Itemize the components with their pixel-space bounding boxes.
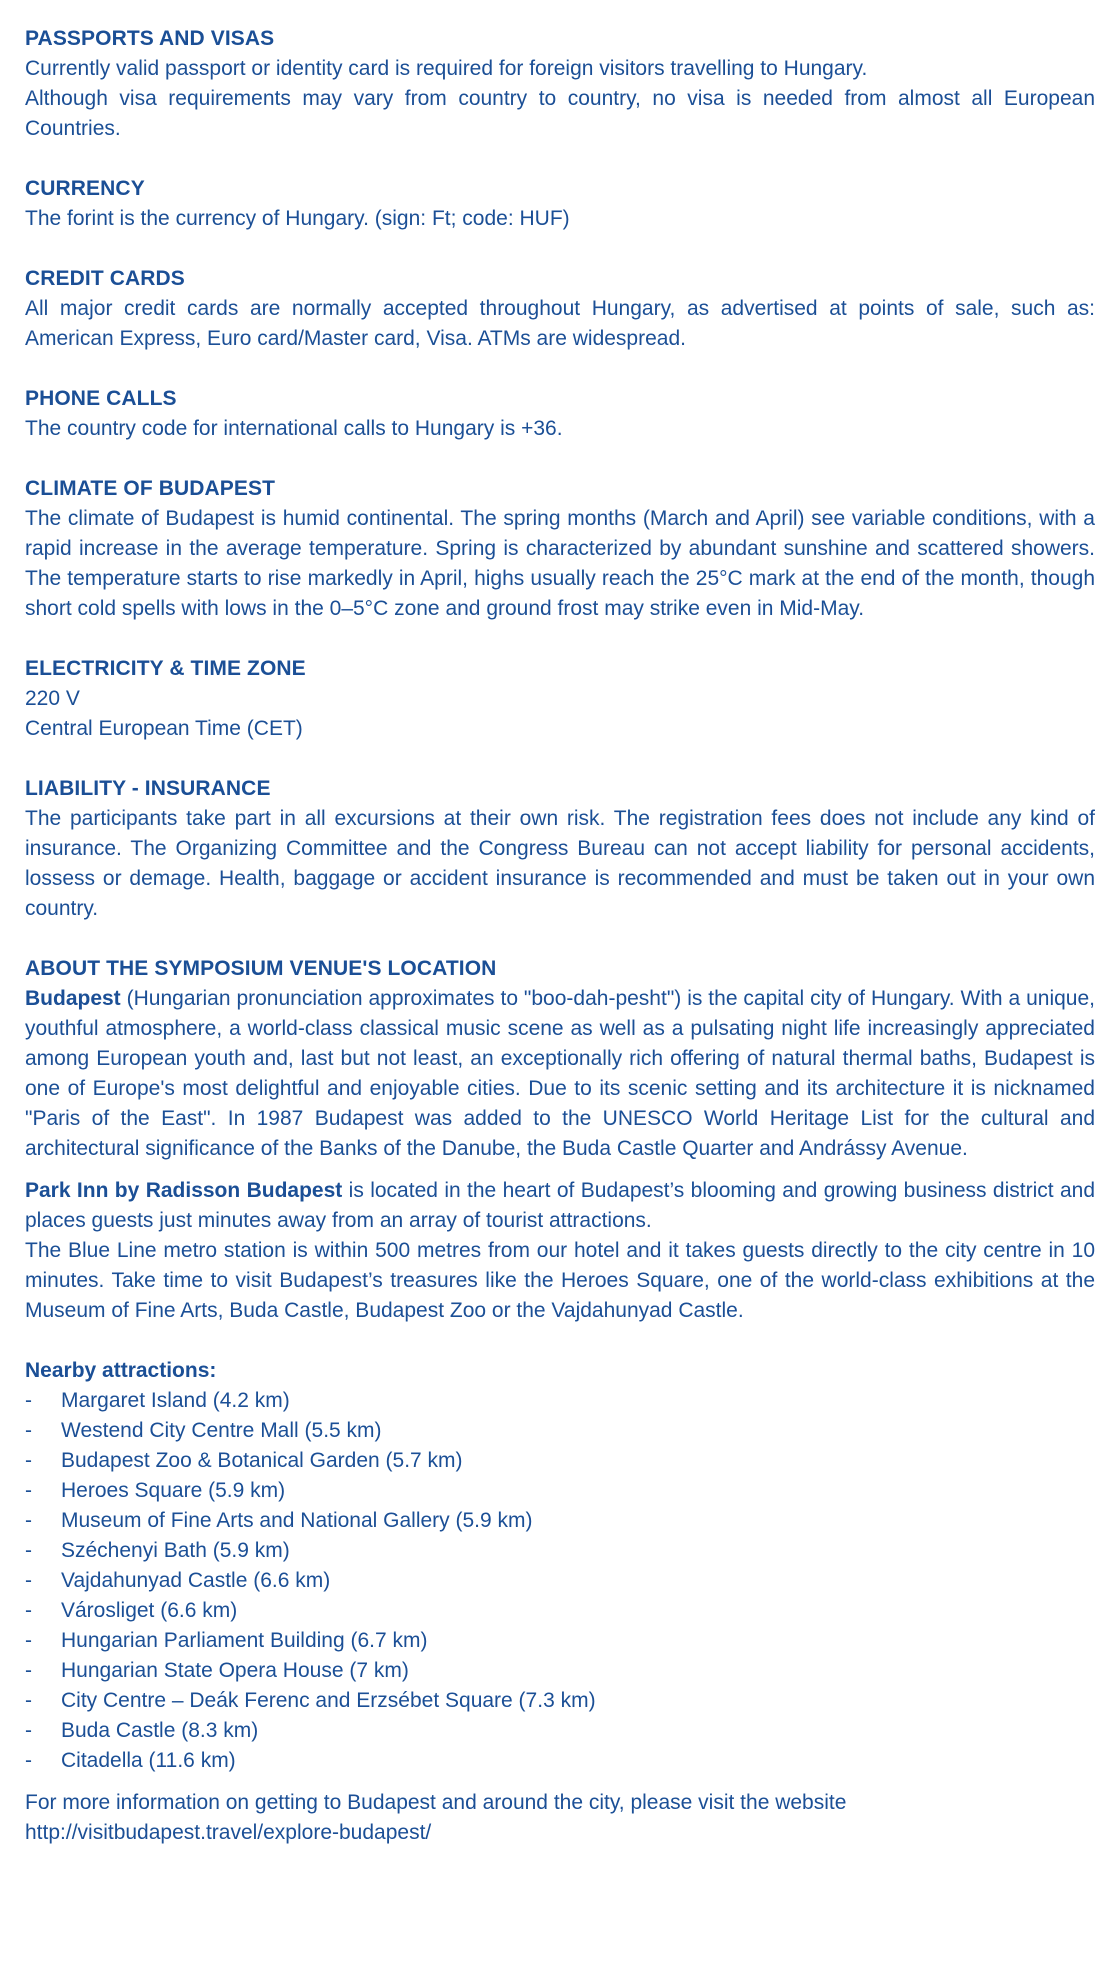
list-item-label: Buda Castle (8.3 km)	[61, 1719, 259, 1742]
liability-section	[25, 774, 1095, 924]
electricity-section	[25, 654, 1095, 744]
electricity-heading: ELECTRICITY & TIME ZONE	[25, 657, 306, 680]
credit-cards-heading: CREDIT CARDS	[25, 267, 185, 290]
passports-line-1: Currently valid passport or identity card is required for foreign visitors travelling to Hungary.	[25, 57, 868, 80]
nearby-section	[25, 1356, 1095, 1776]
list-item	[25, 1416, 1095, 1446]
footer	[25, 1788, 1095, 1848]
credit-cards-section	[25, 264, 1095, 354]
electricity-voltage: 220 V	[25, 687, 80, 710]
list-bullet: -	[25, 1539, 32, 1562]
list-item-label: City Centre – Deák Ferenc and Erzsébet Square (7.3 km)	[61, 1689, 596, 1712]
passports-section	[25, 24, 1095, 144]
phone-section	[25, 384, 1095, 444]
venue-heading: ABOUT THE SYMPOSIUM VENUE'S LOCATION	[25, 957, 497, 980]
climate-heading: CLIMATE OF BUDAPEST	[25, 477, 276, 500]
currency-section	[25, 174, 1095, 234]
list-item	[25, 1716, 1095, 1746]
venue-hotel-text: is located in the heart of Budapest’s blooming and growing business district and places guests just minutes away from an array of tourist attractions.	[25, 1179, 1095, 1232]
list-bullet: -	[25, 1419, 32, 1442]
list-item-label: Hungarian Parliament Building (6.7 km)	[61, 1629, 428, 1652]
list-bullet: -	[25, 1599, 32, 1622]
list-bullet: -	[25, 1659, 32, 1682]
list-bullet: -	[25, 1719, 32, 1742]
list-item-label: Városliget (6.6 km)	[61, 1599, 238, 1622]
list-item	[25, 1536, 1095, 1566]
venue-budapest-name: Budapest	[25, 987, 121, 1010]
list-item	[25, 1386, 1095, 1416]
passports-line-2: Although visa requirements may vary from country to country, no visa is needed from almost all European Countries.	[25, 87, 1095, 140]
list-item-label: Heroes Square (5.9 km)	[61, 1479, 286, 1502]
phone-heading: PHONE CALLS	[25, 387, 177, 410]
list-bullet: -	[25, 1629, 32, 1652]
list-item-label: Citadella (11.6 km)	[61, 1749, 236, 1772]
phone-text: The country code for international calls to Hungary is +36.	[25, 417, 563, 440]
list-item	[25, 1596, 1095, 1626]
venue-section	[25, 954, 1095, 1326]
list-bullet: -	[25, 1479, 32, 1502]
list-item-label: Westend City Centre Mall (5.5 km)	[61, 1419, 382, 1442]
list-item	[25, 1746, 1095, 1776]
currency-text: The forint is the currency of Hungary. (sign: Ft; code: HUF)	[25, 207, 570, 230]
climate-section	[25, 474, 1095, 624]
venue-budapest-text: (Hungarian pronunciation approximates to "boo-dah-pesht") is the capital city of Hungary. With a unique, youthful atmosphere, a world-class classical music scene as well as a pulsating night life increasingly appreciated among European youth and, last but not least, an exceptionally rich offering of natural thermal baths, Budapest is one of Europe's most delightful and enjoyable cities. Due to its scenic setting and its architecture it is nicknamed "Paris of the East". In 1987 Budapest was added to the UNESCO World Heritage List for the cultural and architectural significance of the Banks of the Danube, the Buda Castle Quarter and Andrássy Avenue.	[25, 987, 1095, 1160]
list-item-label: Museum of Fine Arts and National Gallery (5.9 km)	[61, 1509, 533, 1532]
list-bullet: -	[25, 1569, 32, 1592]
list-bullet: -	[25, 1749, 32, 1772]
venue-metro-paragraph: The Blue Line metro station is within 500 metres from our hotel and it takes guests directly to the city centre in 10 minutes. Take time to visit Budapest’s treasures like the Heroes Square, one of the world-class exhibitions at the Museum of Fine Arts, Buda Castle, Budapest Zoo or the Vajdahunyad Castle.	[25, 1239, 1095, 1322]
list-bullet: -	[25, 1389, 32, 1412]
list-bullet: -	[25, 1689, 32, 1712]
attractions-list	[25, 1386, 1095, 1776]
liability-text: The participants take part in all excursions at their own risk. The registration fees does not include any kind of insurance. The Organizing Committee and the Congress Bureau can not accept liability for personal accidents, lossess or demage. Health, baggage or accident insurance is recommended and must be taken out in your own country.	[25, 807, 1095, 920]
credit-cards-text: All major credit cards are normally accepted throughout Hungary, as advertised at points of sale, such as: American Express, Euro card/Master card, Visa. ATMs are widespread.	[25, 297, 1095, 350]
list-bullet: -	[25, 1509, 32, 1532]
venue-budapest-paragraph	[25, 984, 1095, 1164]
currency-heading: CURRENCY	[25, 177, 145, 200]
list-item-label: Margaret Island (4.2 km)	[61, 1389, 290, 1412]
list-bullet: -	[25, 1449, 32, 1472]
list-item	[25, 1506, 1095, 1536]
list-item	[25, 1446, 1095, 1476]
list-item	[25, 1686, 1095, 1716]
electricity-timezone: Central European Time (CET)	[25, 717, 303, 740]
nearby-heading: Nearby attractions:	[25, 1359, 217, 1382]
list-item	[25, 1566, 1095, 1596]
list-item-label: Széchenyi Bath (5.9 km)	[61, 1539, 290, 1562]
passports-heading: PASSPORTS AND VISAS	[25, 27, 275, 50]
list-item-label: Hungarian State Opera House (7 km)	[61, 1659, 409, 1682]
list-item	[25, 1656, 1095, 1686]
liability-heading: LIABILITY - INSURANCE	[25, 777, 271, 800]
climate-text: The climate of Budapest is humid continental. The spring months (March and April) see variable conditions, with a rapid increase in the average temperature. Spring is characterized by abundant sunshine and scattered showers. The temperature starts to rise markedly in April, highs usually reach the 25°C mark at the end of the month, though short cold spells with lows in the 0–5°C zone and ground frost may strike even in Mid-May.	[25, 507, 1095, 620]
venue-hotel-name: Park Inn by Radisson Budapest	[25, 1179, 343, 1202]
footer-text: For more information on getting to Budapest and around the city, please visit the website	[25, 1791, 847, 1814]
list-item-label: Vajdahunyad Castle (6.6 km)	[61, 1569, 331, 1592]
list-item-label: Budapest Zoo & Botanical Garden (5.7 km)	[61, 1449, 463, 1472]
footer-link[interactable]: http://visitbudapest.travel/explore-budapest/	[25, 1821, 432, 1844]
list-item	[25, 1626, 1095, 1656]
list-item	[25, 1476, 1095, 1506]
venue-hotel-paragraph	[25, 1176, 1095, 1236]
